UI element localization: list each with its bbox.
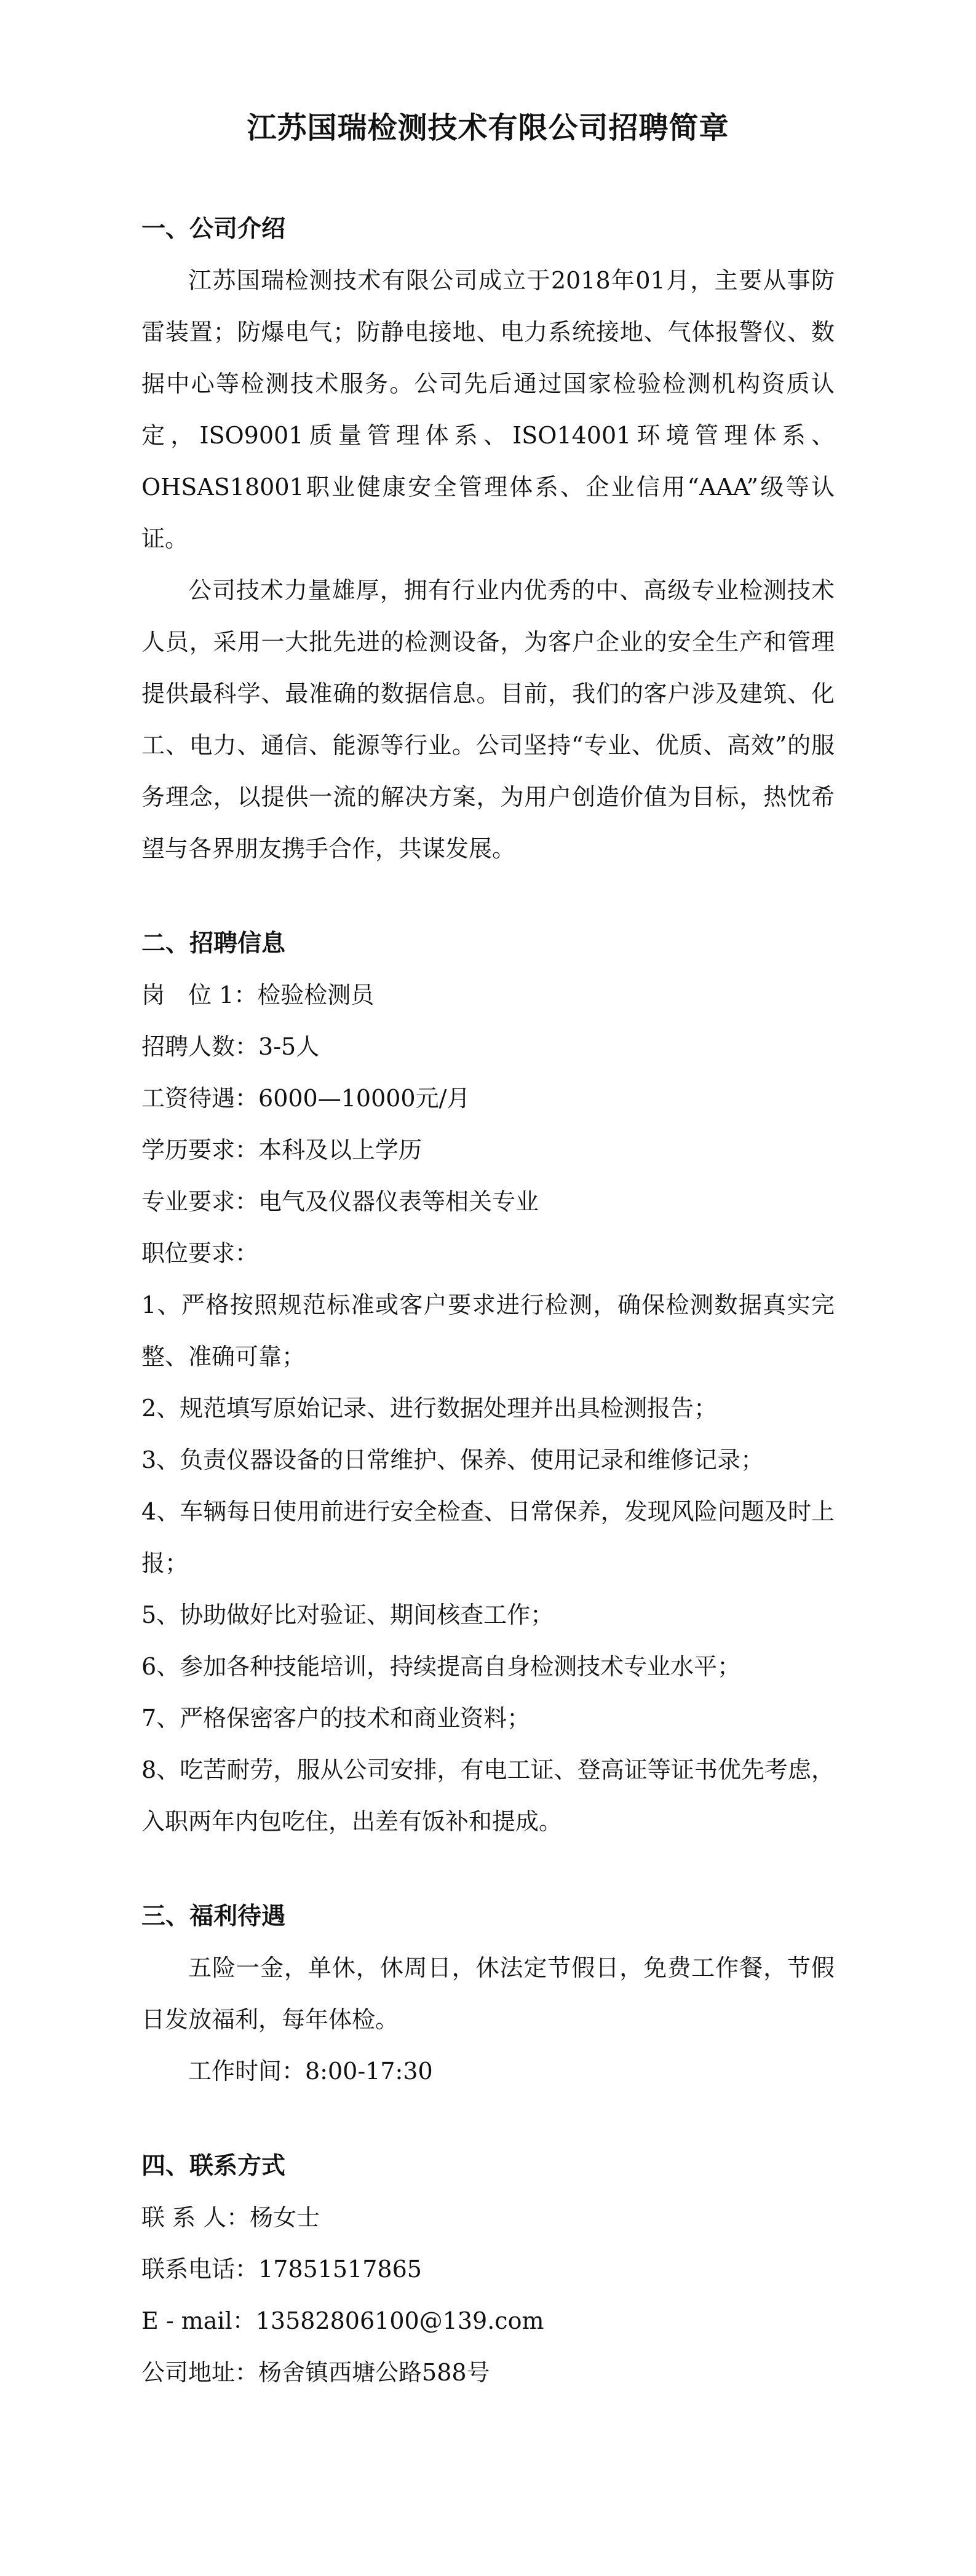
duty-item: 3、负责仪器设备的日常维护、保养、使用记录和维修记录； [141, 1446, 764, 1473]
duty-item: 1、严格按照规范标准或客户要求进行检测，确保检测数据真实完整、准确可靠； [141, 1291, 835, 1370]
work-hours: 工作时间：8:00-17:30 [188, 2057, 433, 2085]
salary-value: 6000—10000元/月 [258, 1084, 470, 1112]
section-heading-contact: 四、联系方式 [141, 2151, 286, 2180]
contact-phone-value: 17851517865 [258, 2255, 422, 2283]
intro-paragraph-2: 公司技术力量雄厚，拥有行业内优秀的中、高级专业检测技术人员，采用一大批先进的检测设备，为客户企业的安全生产和管理提供最科学、最准确的数据信息。目前，我们的客户涉及建筑、化工、电力、通信、能源等行业。公司坚持“专业、优质、高效”的服务理念，以提供一流的解决方案，为用户创造价值为目标，热忱希望与各界朋友携手合作，共谋发展。 [141, 576, 835, 862]
education-line [141, 1124, 835, 1176]
position-line [141, 969, 835, 1021]
section-company-intro [141, 203, 835, 874]
education-value: 本科及以上学历 [258, 1136, 423, 1163]
section-benefits [141, 1890, 835, 2097]
count-value: 3-5人 [258, 1032, 320, 1060]
contact-person-line [141, 2192, 835, 2243]
contact-phone-line [141, 2243, 835, 2295]
duties-label: 职位要求： [141, 1239, 259, 1267]
contact-email-label: E - mail： [141, 2307, 256, 2334]
count-line [141, 1021, 835, 1072]
section-heading-recruit: 二、招聘信息 [141, 929, 286, 957]
duty-item: 8、吃苦耐劳，服从公司安排，有电工证、登高证等证书优先考虑，入职两年内包吃住，出差有饭补和提成。 [141, 1756, 835, 1835]
document-title: 江苏国瑞检测技术有限公司招聘简章 [247, 111, 729, 145]
contact-email-line [141, 2295, 835, 2347]
major-line [141, 1176, 835, 1227]
section-heading-benefits: 三、福利待遇 [141, 1901, 286, 1930]
contact-address-line [141, 2347, 835, 2398]
duty-item: 6、参加各种技能培训，持续提高自身检测技术专业水平； [141, 1652, 741, 1680]
major-label: 专业要求： [141, 1187, 259, 1215]
salary-label: 工资待遇： [141, 1084, 259, 1112]
section-heading-intro: 一、公司介绍 [141, 214, 286, 243]
contact-email-value: 13582806100@139.com [255, 2307, 544, 2334]
contact-phone-label: 联系电话： [141, 2255, 259, 2283]
salary-line [141, 1072, 835, 1124]
benefits-text: 五险一金，单休，休周日，休法定节假日，免费工作餐，节假日发放福利，每年体检。 [141, 1954, 835, 2033]
duty-item: 7、严格保密客户的技术和商业资料； [141, 1704, 531, 1732]
contact-person-value: 杨女士 [250, 2203, 320, 2231]
position-label: 岗 位 1： [141, 981, 258, 1009]
contact-person-label: 联 系 人： [141, 2203, 250, 2231]
duty-item: 2、规范填写原始记录、进行数据处理并出具检测报告； [141, 1394, 718, 1422]
position-value: 检验检测员 [257, 981, 375, 1009]
count-label: 招聘人数： [141, 1032, 259, 1060]
education-label: 学历要求： [141, 1136, 259, 1163]
section-recruitment [141, 917, 835, 1847]
intro-paragraph-1: 江苏国瑞检测技术有限公司成立于2018年01月，主要从事防雷装置；防爆电气；防静电接地、电力系统接地、气体报警仪、数据中心等检测技术服务。公司先后通过国家检验检测机构资质认定，ISO9001质量管理体系、ISO14001环境管理体系、OHSAS18001职业健康安全管理体系、企业信用“AAA”级等认证。 [141, 266, 835, 552]
contact-address-label: 公司地址： [141, 2358, 259, 2386]
major-value: 电气及仪器仪表等相关专业 [258, 1187, 539, 1215]
section-contact [141, 2140, 835, 2398]
contact-address-value: 杨舍镇西塘公路588号 [258, 2358, 490, 2386]
duty-item: 5、协助做好比对验证、期间核查工作； [141, 1601, 554, 1628]
duty-item: 4、车辆每日使用前进行安全检查、日常保养，发现风险问题及时上报； [141, 1497, 835, 1577]
